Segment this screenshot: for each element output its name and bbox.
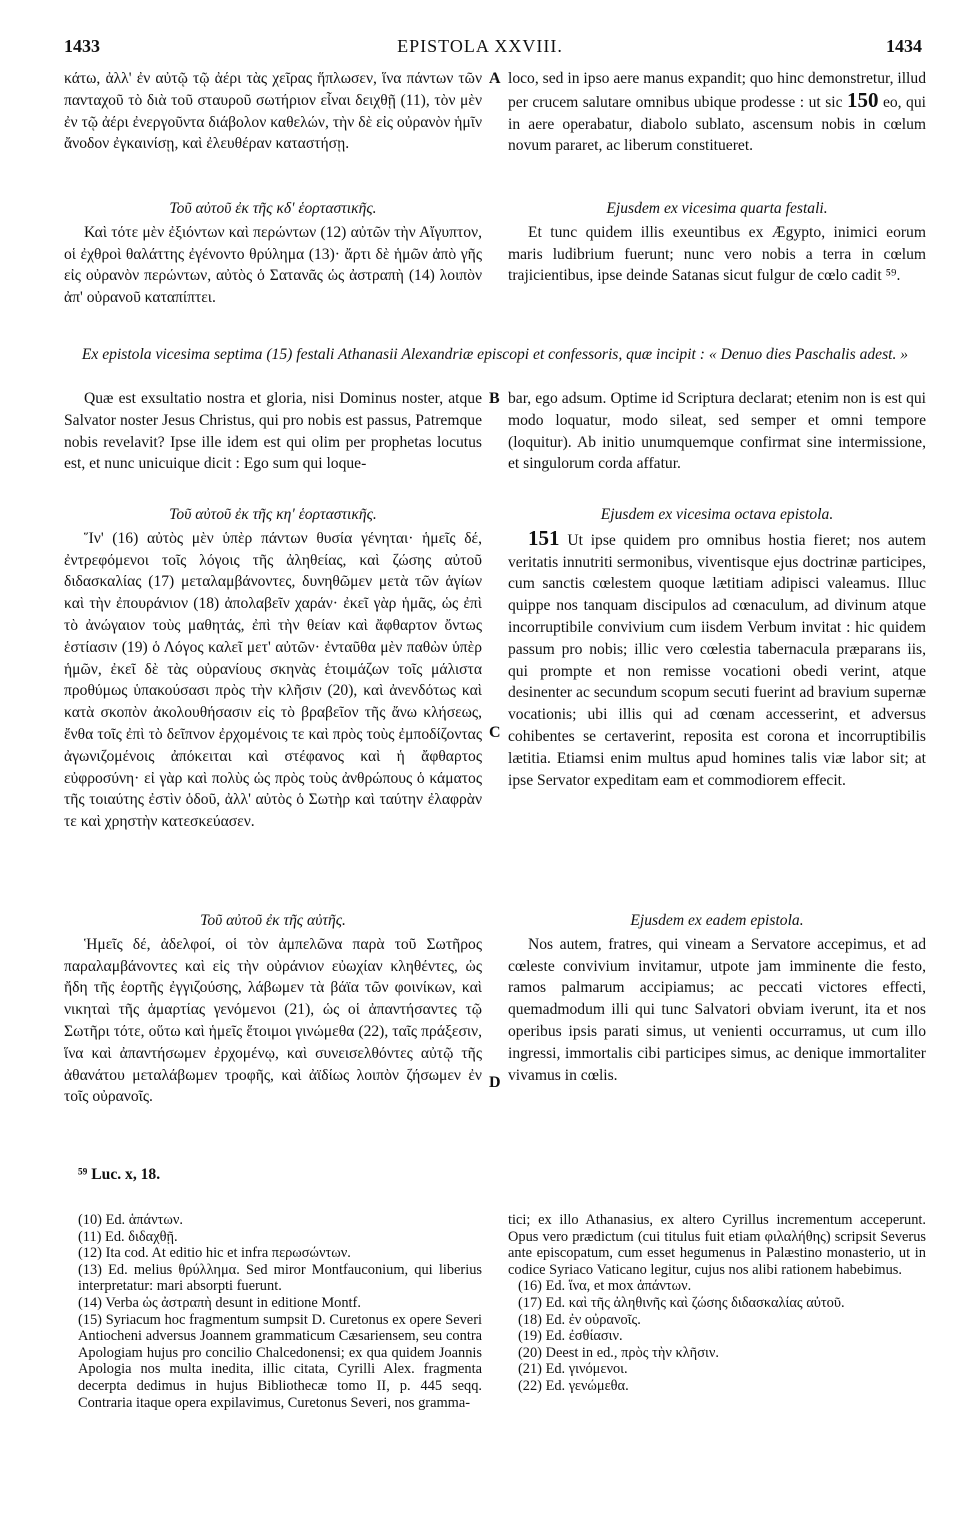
greek-heading: Τοῦ αὐτοῦ ἐκ τῆς κη' ἑορταστικῆς. xyxy=(169,506,377,523)
greek-heading: Τοῦ αὐτοῦ ἐκ τῆς αὐτῆς. xyxy=(200,912,346,929)
latin-right-section-3 xyxy=(508,388,926,475)
footnotes-left xyxy=(78,1212,482,1411)
greek-column-section-2 xyxy=(64,196,482,309)
latin-paragraph xyxy=(508,68,926,157)
footnote: (13) Ed. melius θρύλλημα. Sed miror Montfauconium, qui liberius interpretatur: mari absorpti fuerunt. xyxy=(78,1261,482,1295)
footnote: (18) Ed. ἐν οὐρανοῖς. xyxy=(518,1311,641,1328)
epistle-heading: Ex epistola vicesima septima (15) festali Athanasii Alexandriæ episcopi et confessoris, quæ incipit : « Denuo dies Paschalis adest. » xyxy=(81,346,909,363)
footnote: (17) Ed. καὶ τῆς ἀληθινῆς καὶ ζώσης διδασκαλίας αὐτοῦ. xyxy=(518,1294,845,1311)
footnote: (22) Ed. γενώμεθα. xyxy=(518,1377,629,1394)
greek-column-section-1 xyxy=(64,68,482,155)
latin-column-section-5 xyxy=(508,908,926,1086)
latin-text-part: Ut ipse quidem pro omnibus hostia fieret; nos autem veritatis innutriti sermonibus, viventisque ejus doctrinæ participes, cum sanctis cœlestem quoque lætitiam adipisci valeamus. Illuc quippe nos tanquam discipulos ad cœnaculum, ad divinum atque incorruptibile convivium cum iisdem Verbum invitat : hic quidem passum pro nobis; illic vero cœlestia tabernacula præparans iis, qui prompte et non remisse vocationi obedi verint, atque desinenter ac secundum scopum secuti fuerint ad bravium supernæ vocationis; ubi illis qui ad cœnam accesserint, et adversus cohibentes se certaverint, reposita est corona et incorruptibilis lætitia. Etiamsi enim multus apud homines talis viæ labor sit; at ipse Servator expeditam eam et commodiorem effecit. xyxy=(508,531,926,789)
footnote: (21) Ed. γινόμενοι. xyxy=(518,1361,628,1378)
footnote: (11) Ed. διδαχθῇ. xyxy=(78,1228,178,1245)
latin-heading: Ejusdem ex eadem epistola. xyxy=(630,912,804,929)
footnote: (16) Ed. ἵνα, et mox ἁπάντων. xyxy=(518,1278,692,1295)
latin-column-section-1 xyxy=(508,68,926,157)
latin-paragraph: Nos autem, fratres, qui vineam a Servatore accepimus, et ad cœleste convivium invitamur, utpote jam imminente die festo, ramos palmarum accipiamus; ac peccati victores effecti, quemadmodum illi qui tunc Salvatori obviam iverunt, ita et nos operibus ipsis parati simus, ut venienti occurramus, ut cum illo ingressi, immortalis cibi participes simus, ac denique immortaliter vivamus in cœlis. xyxy=(508,935,926,1084)
greek-column-section-5 xyxy=(64,908,482,1108)
latin-left-section-3 xyxy=(64,388,482,475)
margin-letter-d: D xyxy=(489,1074,501,1091)
margin-letter-b: B xyxy=(489,390,500,407)
page-header xyxy=(0,36,960,60)
footnote: (12) Ita cod. At editio hic et infra περωσώντων. xyxy=(78,1245,351,1262)
latin-paragraph: Quæ est exsultatio nostra et gloria, nisi Dominus noster, atque Salvator noster Jesus Christus, qui pro nobis est passus, Patremque nobis revelavit? Ipse ille idem est qui olim per prophetas locutus est, et nunc unicuique dicit : Ego sum qui loque- xyxy=(64,390,482,473)
latin-text-part: eo, qui in aere operabatur, diabolo sublato, ascensum nobis in cœlum novum pararet, ac liberum constitueret. xyxy=(508,93,926,155)
footnote: (19) Ed. ἐσθίασιν. xyxy=(518,1328,623,1345)
page-number-left: 1433 xyxy=(64,36,100,56)
latin-heading: Ejusdem ex vicesima quarta festali. xyxy=(606,200,828,217)
running-title: EPISTOLA XXVIII. xyxy=(397,36,563,56)
footnote: (20) Deest in ed., πρὸς τὴν κλῆσιν. xyxy=(518,1344,719,1361)
greek-paragraph: Καὶ τότε μὲν ἐξιόντων καὶ περώντων (12) αὐτῶν τὴν Αἴγυπτον, οἱ ἐχθροὶ θαλάττης ἐγένοντο θρύλημα (13)· ἄρτι δὲ ἡμῶν ἀπὸ γῆς εἰς οὐρανὸν περώντων, αὐτὸς ὁ Σατανᾶς ὡς ἀστραπὴ (14) λοιπὸν ἀπ' οὐρανοῦ καταπίπτει. xyxy=(64,223,482,307)
latin-column-section-4 xyxy=(508,502,926,791)
greek-heading: Τοῦ αὐτοῦ ἐκ τῆς κδ' ἑορταστικῆς. xyxy=(169,200,377,217)
margin-letter-a: A xyxy=(489,70,501,87)
latin-paragraph: Et tunc quidem illis exeuntibus ex Ægypto, inimici eorum maris ludibrium fuerunt; nunc vero nobis a terra in cœlum trajicientibus, ipse deinde Satanas sicut fulgur de cœlo cadit ⁵⁹. xyxy=(508,223,926,285)
greek-paragraph: Ἡμεῖς δέ, ἀδελφοί, οἱ τὸν ἀμπελῶνα παρὰ τοῦ Σωτῆρος παραλαμβάνοντες καὶ εἰς τὴν οὐράνιον εὐωχίαν κληθέντες, ὡς ἤδη τῆς ἑορτῆς ἐγγιζούσης, λάβωμεν τὰ βάϊα τῶν φοινίκων, καὶ νικηταὶ τῆς ἁμαρτίας γενόμενοι (21), ὡς οἱ ἀπαντήσαντες τῷ Σωτῆρι τότε, οὕτω καὶ ἡμεῖς ἕτοιμοι γινώμεθα (22), ταῖς πράξεσιν, ἵνα καὶ ἀπαντήσωμεν ἐρχομένῳ, καὶ συνεισελθόντες αὐτῷ τῆς ἀθανάτου μεταλάβωμεν τροφῆς, καὶ ἀϊδίως λοιπὸν ζήσωμεν ἐν τοῖς οὐρανοῖς. xyxy=(64,935,482,1106)
page-number-right: 1434 xyxy=(886,36,922,56)
footnotes-right xyxy=(508,1212,926,1395)
latin-paragraph xyxy=(508,525,926,792)
latin-text-part: loco, sed in ipso aere manus expandit; quo hinc demonstretur, illud per crucem salutare omnibus ubique prodesse : ut sic xyxy=(508,70,926,111)
greek-paragraph: κάτω, ἀλλ' ἐν αὐτῷ τῷ ἀέρι τὰς χεῖρας ἥπλωσεν, ἵνα πάντων τῶν πανταχοῦ τὸ διὰ τοῦ σταυροῦ σωτήριον εἶναι δειχθῇ (11), τὸν μὲν ἐν τῷ ἀέρι ἐνεργοῦντα διάβολον καθελών, τὴν δὲ εἰς οὐρανὸν ἡμῖν ἄνοδον ἐγκαινίσῃ, καὶ ἐλευθέραν καταστήσῃ. xyxy=(64,70,482,153)
footnote: (15) Syriacum hoc fragmentum sumpsit D. Curetonus ex opere Severi Antiocheni adversus Joannem grammaticum Cæsariensem, seu contra Apologiam hujus pro concilio Chalcedonensi; ex qua quidem Joannis Apologia nos multa inedita, illic citata, Cyrilli Alex. fragmenta decerpta dedimus in hujus Bibliothecæ tomo II, p. 445 seqq. Contraria itaque opera expilavimus, Curetonus Severi, nos gramma- xyxy=(78,1311,482,1411)
latin-column-section-2 xyxy=(508,196,926,287)
scripture-reference-note: ⁵⁹ Luc. x, 18. xyxy=(78,1166,161,1183)
latin-heading: Ejusdem ex vicesima octava epistola. xyxy=(600,506,834,523)
margin-letter-c: C xyxy=(489,724,501,741)
greek-paragraph: Ἵν' (16) αὐτὸς μὲν ὑπὲρ πάντων θυσία γένηται· ἡμεῖς δέ, ἐντρεφόμενοι τοῖς λόγοις τῆς ἀληθείας, καὶ ζώσης αὐτοῦ διδασκαλίας (17) μεταλαμβάνοντες, δυνηθῶμεν μετὰ τῶν ἁγίων καὶ τὴν ἐπουράνιον (18) ἀπολαβεῖν χαράν· ἐκεῖ γὰρ ἡμᾶς, ὡς ἐπὶ τὸ ἀνώγαιον τοὺς μαθητάς, ἐπὶ τὴν θείαν καὶ ἄφθαρτον ὄντως ἑστίασιν (19) ὁ Λόγος καλεῖ μετ' αὐτῶν· ἐνταῦθα μὲν παθὼν ὑπὲρ ἡμῶν, ἐκεῖ δὲ τὰς οὐρανίους σκηνὰς ἑτοιμάζων τοῖς μάλιστα προθύμως ὑπακούσασι πρὸς τὴν κλῆσιν (20), καὶ ἀνενδότως καὶ κατὰ σκοπὸν ἀκολουθήσασιν εἰς τὸ βραβεῖον τῆς ἄνω κλήσεως, ἔνθα τοῖς ἐπὶ τὸ δεῖπνον ἐρχομένοις τε καὶ πρὸς τοὺς ἐμποδίζοντας ἀγωνιζομένοις ἀπόκειται καὶ στέφανος καὶ ἡ ἄφθαρτος εὐφροσύνη· εἰ γὰρ καὶ πολὺς ὡς πρὸς τοὺς ἀνθρώπους ὁ κάματος τῆς τοιαύτης ἐστὶν ὁδοῦ, ἀλλ' αὐτὸς ὁ Σωτὴρ καὶ ταύτην ἐλαφρὰν τε καὶ χρηστὴν κατεσκεύασεν. xyxy=(64,529,482,831)
greek-column-section-4 xyxy=(64,502,482,833)
footnote-continuation: tici; ex illo Athanasius, ex altero Cyrillus incrementum acceperunt. Opus vero prædictum (cui titulus fuit etiam φιλαλήθης) scripsit Severus ante episcopatum, cum esset hegumenus in Palæstino monasterio, ut in codice Syriaco Vaticano legitur, cujus nos alibi rationem habebimus. xyxy=(508,1212,926,1278)
column-number: 150 xyxy=(847,87,879,112)
latin-paragraph: bar, ego adsum. Optime id Scriptura declarat; etenim non is est qui modo loquatur, modo sileat, sed semper et omni tempore (loquitur). Ab initio unumquemque confirmat sine intermissione, et singulorum corda affatur. xyxy=(508,390,926,473)
footnote: (10) Ed. ἁπάντων. xyxy=(78,1212,183,1228)
footnote: (14) Verba ὡς ἀστραπὴ desunt in editione Montf. xyxy=(78,1294,361,1311)
column-number: 151 xyxy=(528,525,560,550)
